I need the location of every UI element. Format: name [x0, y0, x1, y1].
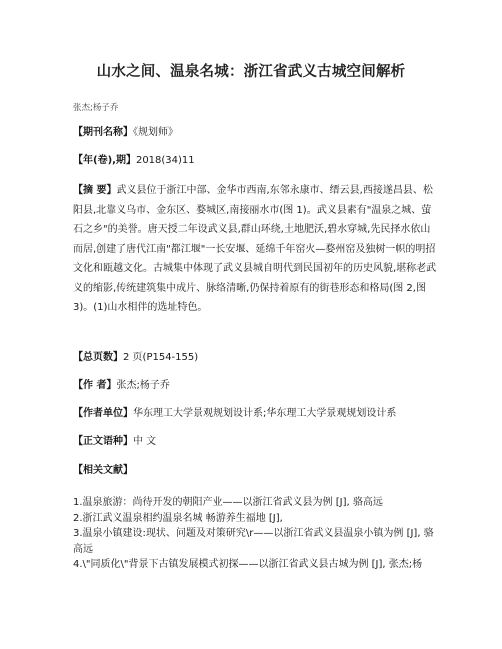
affiliation-label: 【作者单位】: [73, 408, 133, 419]
language-field: [73, 434, 439, 449]
affiliation-field: [73, 406, 439, 421]
related-item[interactable]: 1.温泉旅游：尚待开发的朝阳产业——以浙江省武义县为例 [J], 骆高远: [73, 497, 383, 508]
language-value: 中 文: [133, 436, 157, 447]
abstract-field: [73, 181, 439, 318]
related-item[interactable]: 4.\"同质化\"背景下古镇发展模式初探——以浙江省武义县古城为例 [J], 张杰;杨: [73, 559, 423, 570]
page-count-value: 2 页(P154-155): [123, 352, 199, 363]
related-list: [73, 495, 439, 573]
related-heading-field: [73, 463, 439, 478]
year-issue-value: 2018(34)11: [135, 155, 195, 166]
author-field: [73, 378, 439, 393]
abstract-label: 【摘 要】: [73, 185, 117, 196]
related-label: 【相关文献】: [73, 465, 133, 476]
journal-label: 【期刊名称】: [73, 127, 133, 138]
journal-field: [73, 125, 439, 140]
abstract-text: 武义县位于浙江中部、金华市西南,东邻永康市、缙云县,西接遂昌县、松阳县,北靠义乌市、金东区、婺城区,南接丽水市(图 1)。武义县素有"温泉之城、萤石之乡"的美誉。唐天授二年设武义县,群山环绕,土地肥沃,碧水穿城,先民择水依山而居,创建了唐代江南"都江堰"一长安堰、延绵千年窑火—婺州窑及独树一帜的明招文化和瓯越文化。古城集中体现了武义县城自明代到民国初年的历史风貌,堪称老武义的缩影,传统建筑集中成片、脉络清晰,仍保持着原有的街巷形态和格局(图 2,图 3)。(1)山水相伴的选址特色。: [73, 185, 437, 313]
affiliation-value: 华东理工大学景观规划设计系;华东理工大学景观规划设计系: [133, 408, 397, 419]
page-count-field: [73, 350, 439, 365]
language-label: 【正文语种】: [73, 436, 133, 447]
page-count-label: 【总页数】: [73, 352, 123, 363]
author-value[interactable]: 张杰;杨子乔: [116, 380, 170, 391]
related-item[interactable]: 2.浙江武义温泉相约温泉名城 畅游养生福地 [J],: [73, 512, 283, 524]
year-issue-field: [73, 153, 439, 168]
related-item[interactable]: 3.温泉小镇建设:现状、问题及对策研究\r——以浙江省武义县温泉小镇为例 [J], 骆高远: [73, 528, 434, 555]
document-title: 山水之间、温泉名城：浙江省武义古城空间解析: [96, 64, 406, 80]
journal-value[interactable]: 《规划师》: [133, 127, 178, 138]
year-issue-label: 【年(卷),期】: [73, 155, 136, 166]
author-label: 【作 者】: [73, 380, 117, 391]
author-list: 张杰;杨子乔: [73, 103, 119, 113]
